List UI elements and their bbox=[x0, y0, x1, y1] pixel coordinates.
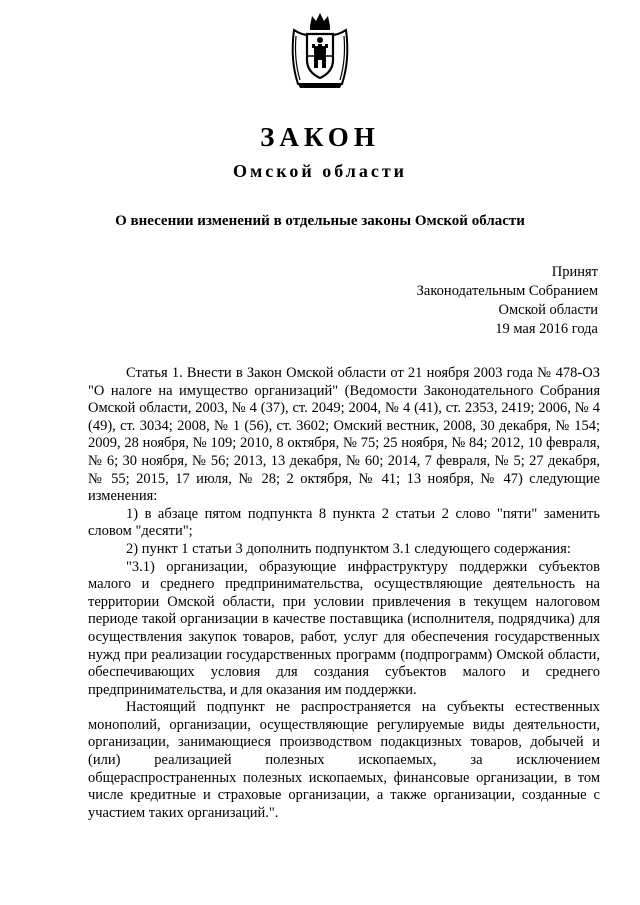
law-name: О внесении изменений в отдельные законы Омской области bbox=[115, 213, 525, 229]
adopted-date: 19 мая 2016 года bbox=[495, 321, 598, 337]
paragraph: Настоящий подпункт не распространяется на субъекты естественных монополий, организации, осуществляющие регулируемые виды деятельности, организации, занимающиеся производством подакцизных товаров, добычей и (или) реализацией полезных ископаемых, за исключением общераспространенных полезных ископаемых, финансовые организации, в том числе кредитные и страховые организации, а также организации, созданные с участием таких организаций.". bbox=[88, 699, 600, 821]
omsk-oblast-coat-of-arms-icon bbox=[288, 10, 352, 90]
paragraph: Статья 1. Внести в Закон Омской области от 21 ноября 2003 года № 478-ОЗ "О налоге на имущество организаций" (Ведомости Законодательного Собрания Омской области, 2003, № 4 (37), ст. 2049; 2004, № 4 (41), ст. 2353, 2419; 2006, № 4 (49), ст. 3034; 2008, № 1 (56), ст. 3602; Омский вестник, 2008, 30 декабря, № 154; 2009, 28 ноября, № 109; 2010, 8 октября, № 75; 25 ноября, № 84; 2012, 10 февраля, № 6; 30 ноября, № 56; 2013, 13 декабря, № 60; 2014, 7 февраля, № 5; 27 декабря, № 55; 2015, 17 июля, № 28; 2 октября, № 41; 13 ноября, № 47) следующие изменения: bbox=[88, 365, 600, 505]
paragraph: "3.1) организации, образующие инфраструктуру поддержки субъектов малого и среднего предпринимательства, осуществляющие деятельность на территории Омской области, при условии привлечения в текущем налоговом периоде такой организации в качестве поставщика (исполнителя, подрядчика) для осуществления закупок товаров, работ, услуг для обеспечения государственных нужд при реализации государственных программ (подпрограмм) Омской области, обеспечивающих условия для создания субъектов малого и среднего предпринимательства, и для оказания им поддержки. bbox=[88, 558, 600, 698]
document-subtitle: Омской области bbox=[232, 161, 408, 181]
paragraph: 1) в абзаце пятом подпункта 8 пункта 2 статьи 2 слово "пяти" заменить словом "десяти"; bbox=[88, 505, 600, 540]
adoption-block bbox=[417, 263, 598, 339]
paragraph: 2) пункт 1 статьи 3 дополнить подпунктом 3.1 следующего содержания: bbox=[126, 540, 571, 557]
adopted-by: Законодательным Собранием bbox=[416, 283, 598, 299]
document-body bbox=[88, 365, 600, 822]
adopted-label: Принят bbox=[551, 264, 598, 280]
document-title: ЗАКОН bbox=[260, 122, 380, 152]
adopted-region: Омской области bbox=[498, 302, 598, 318]
